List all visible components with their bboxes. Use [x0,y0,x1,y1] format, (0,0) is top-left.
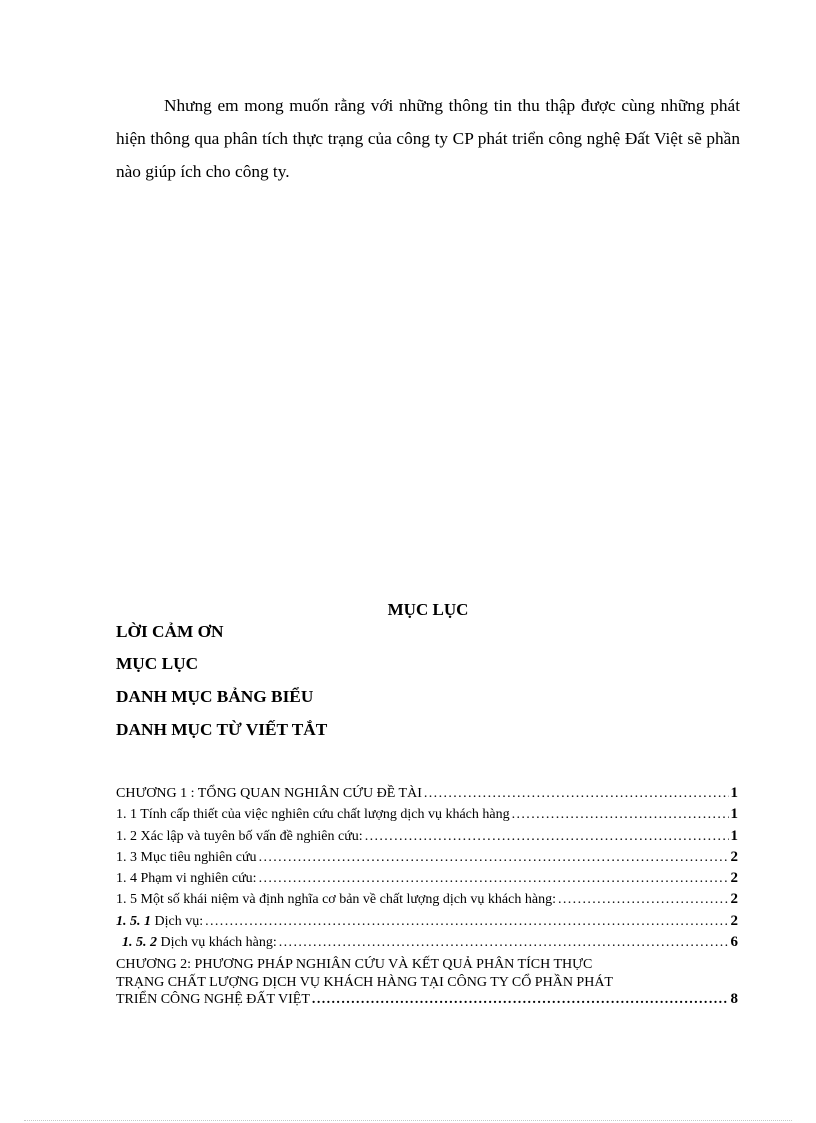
toc-entry[interactable] [116,849,738,870]
toc-leader [365,829,729,845]
toc-title: MỤC LỤC [387,600,469,619]
toc-entry-page: 2 [730,912,738,929]
toc-entry-page: 1 [730,806,738,823]
toc-entry-chapter-2[interactable] [116,956,738,1009]
toc-leader [558,892,729,908]
toc-entry-label: CHƯƠNG 1 : TỔNG QUAN NGHIÂN CỨU ĐỀ TÀI [116,786,422,801]
front-matter-toc: MỤC LỤC [116,654,199,673]
toc-entry-text: Dịch vụ khách hàng: [157,935,277,951]
intro-paragraph: Nhưng em mong muốn rằng với những thông tin thu thập được cùng những phát hiện thông qua phân tích thực trạng của công ty CP phát triển công nghệ Đất Việt sẽ phần nào giúp ích cho công ty. [116,96,740,181]
toc-leader [312,991,729,1009]
toc-entry-number: 1. 5. 1 [116,913,151,929]
toc-entry-page: 2 [730,848,738,865]
toc-entry-page: 6 [730,934,738,951]
toc-entry[interactable] [116,934,738,955]
toc-leader [205,914,728,930]
toc-entry-page: 2 [730,870,738,887]
toc-entry-number: 1. 5. 2 [122,935,157,951]
toc-entry-page: 1 [730,827,738,844]
toc-leader [279,935,729,951]
toc-entry[interactable] [116,785,738,806]
toc-entry-page: 1 [730,785,738,801]
toc-entry-label: 1. 2 Xác lập và tuyên bố vấn đề nghiên cứu: [116,828,363,844]
toc-list [116,785,738,1009]
toc-leader [512,807,729,823]
front-matter-table-list: DANH MỤC BẢNG BIỂU [116,687,314,706]
toc-entry-label [122,935,277,951]
toc-entry-label: 1. 3 Mục tiêu nghiên cứu [116,849,257,865]
toc-entry-text: Dịch vụ: [151,913,204,929]
toc-entry[interactable] [116,891,738,912]
chapter2-line-2: TRẠNG CHẤT LƯỢNG DỊCH VỤ KHÁCH HÀNG TẠI CÔNG TY CỔ PHẦN PHÁT [116,974,613,990]
toc-entry[interactable] [116,870,738,891]
chapter2-line-3: TRIỂN CÔNG NGHỆ ĐẤT VIỆT [116,992,310,1008]
front-matter-acknowledgement: LỜI CẢM ƠN [116,622,224,641]
toc-entry[interactable] [116,913,738,934]
toc-entry-label: 1. 4 Phạm vi nghiên cứu: [116,871,257,887]
toc-entry[interactable] [116,806,738,827]
chapter2-line-3-row [116,991,738,1009]
toc-entry-page: 8 [730,991,738,1008]
toc-leader [259,850,729,866]
toc-entry-label [116,914,203,930]
toc-entry-page: 2 [730,891,738,908]
chapter2-line-1: CHƯƠNG 2: PHƯƠNG PHÁP NGHIÂN CỨU VÀ KẾT QUẢ PHÂN TÍCH THỰC [116,957,593,973]
toc-leader [424,786,729,802]
page-bottom-border [24,1120,792,1121]
toc-entry-label: 1. 5 Một số khái niệm và định nghĩa cơ bản về chất lượng dịch vụ khách hàng: [116,892,556,908]
toc-entry[interactable] [116,828,738,849]
toc-leader [259,871,729,887]
toc-entry-label: 1. 1 Tính cấp thiết của việc nghiên cứu chất lượng dịch vụ khách hàng [116,807,510,823]
front-matter-abbreviations: DANH MỤC TỪ VIẾT TẮT [116,720,328,739]
